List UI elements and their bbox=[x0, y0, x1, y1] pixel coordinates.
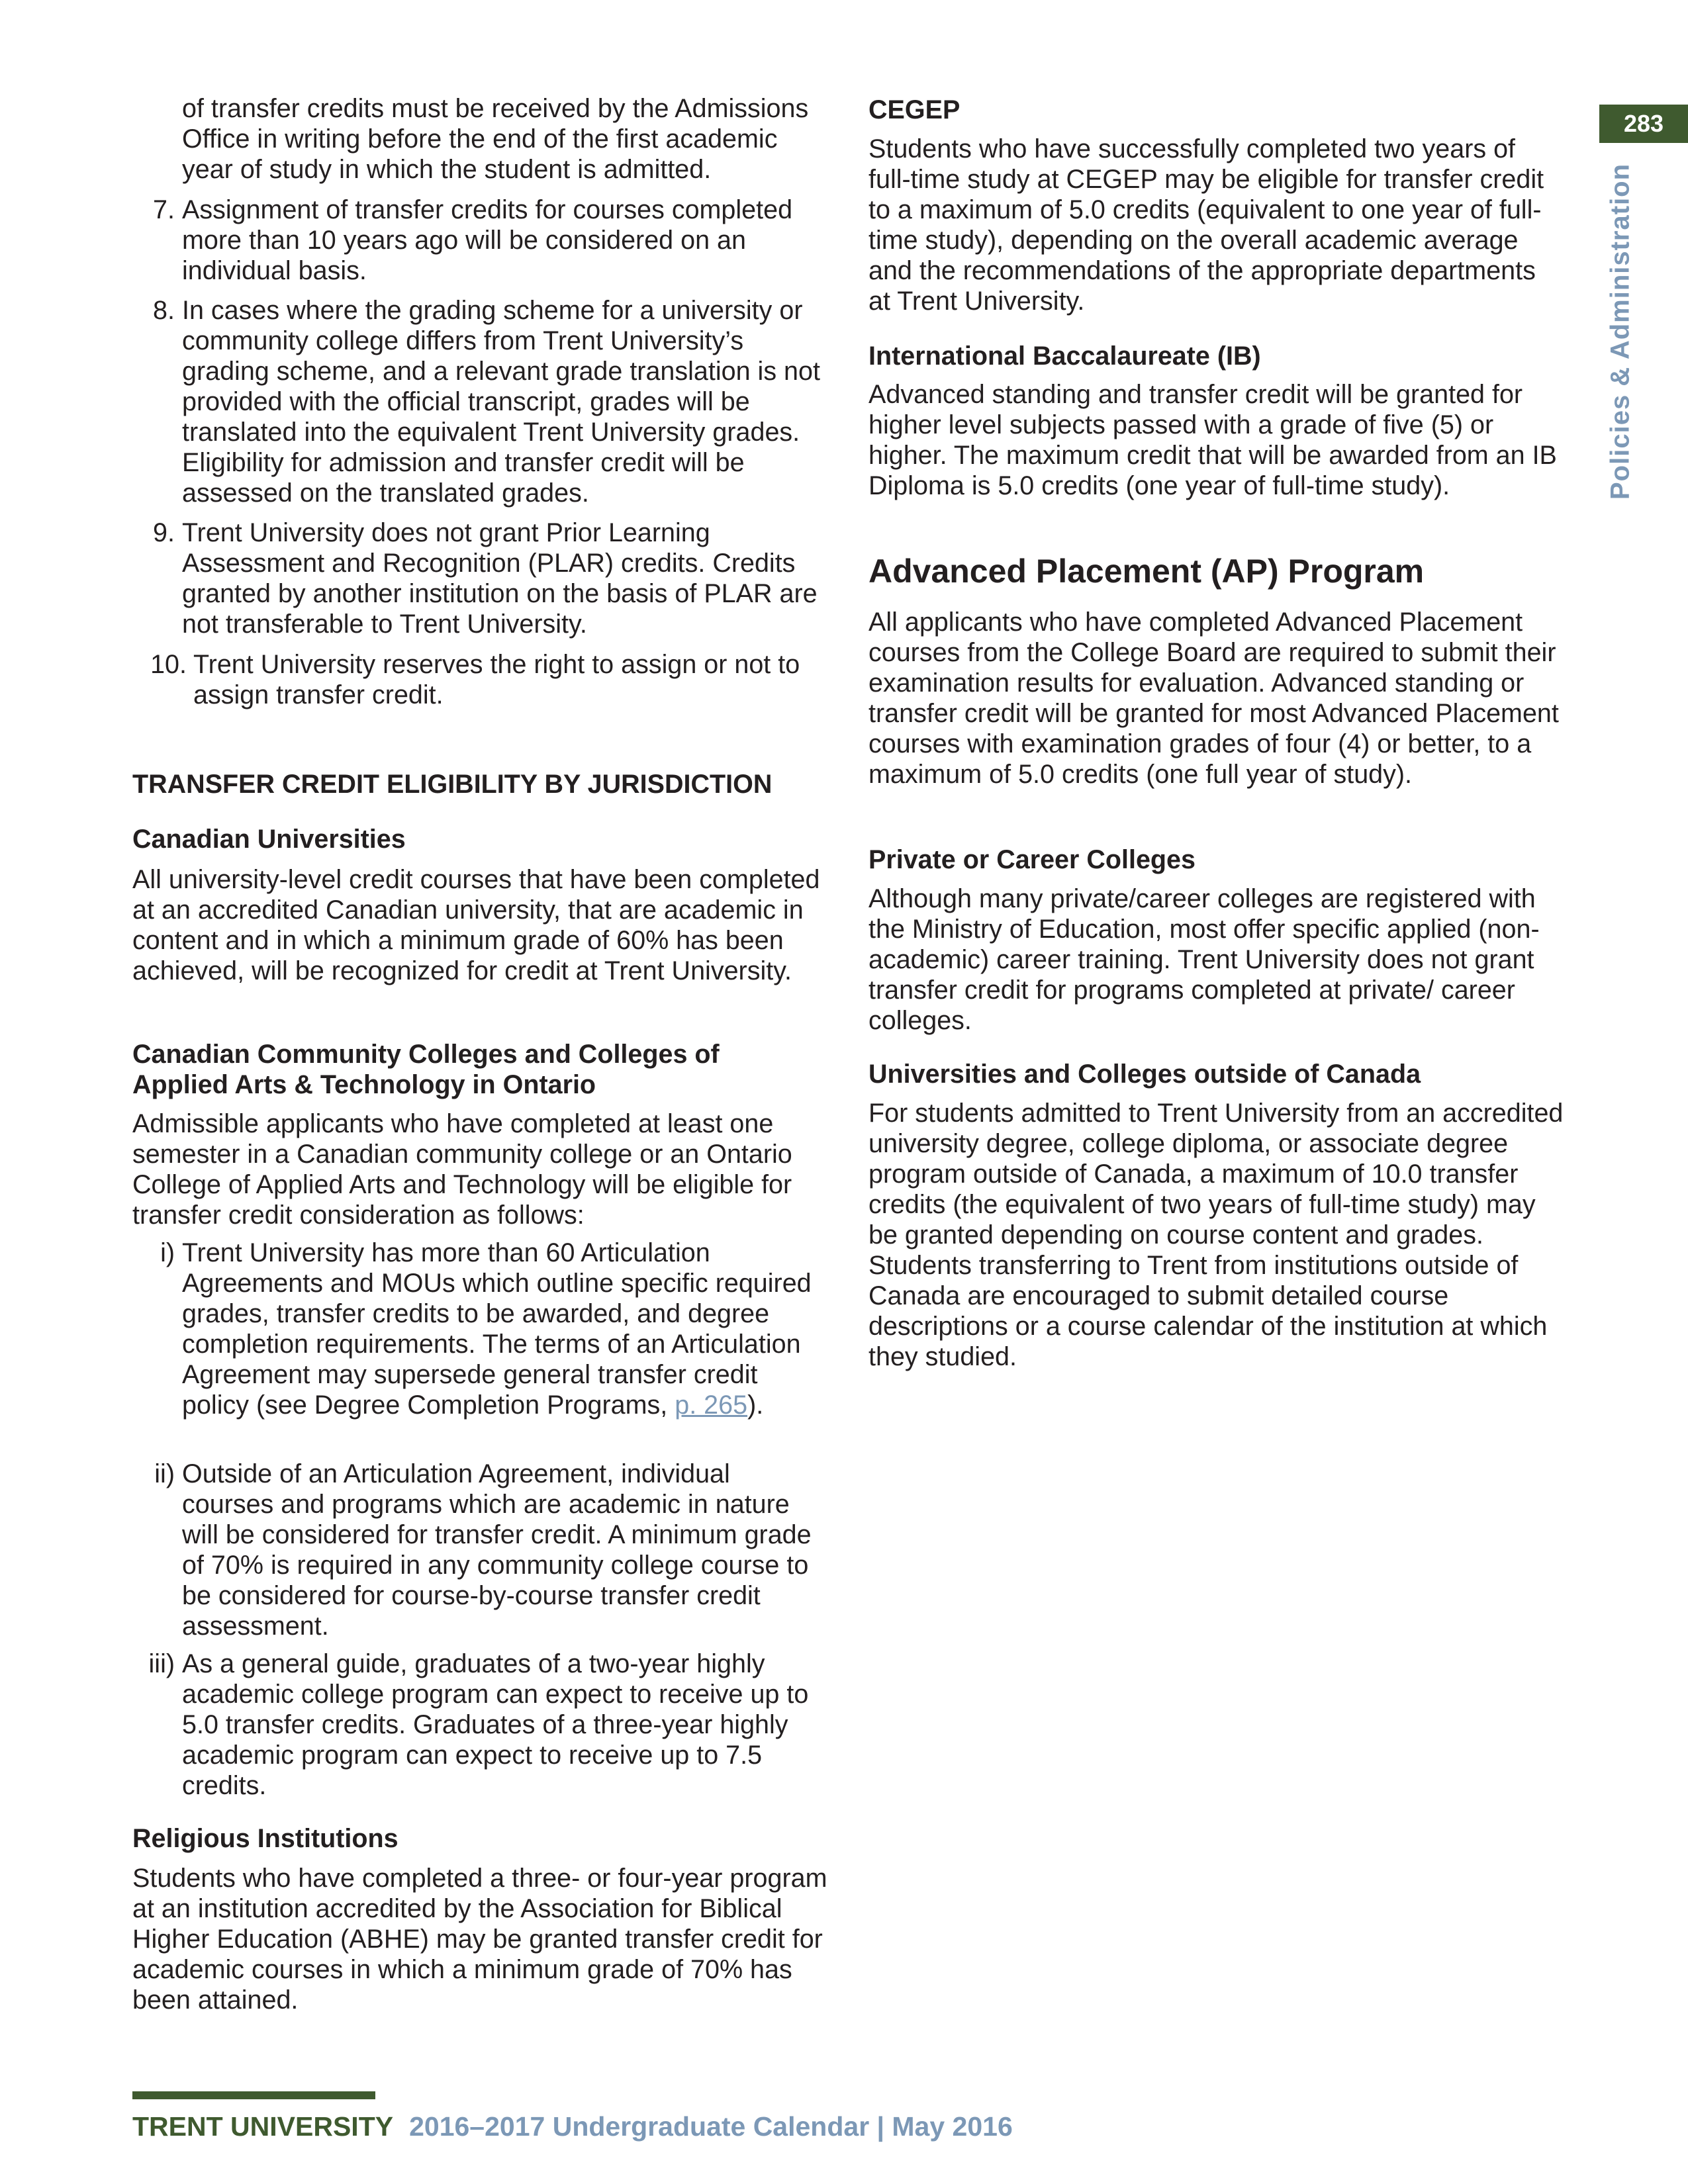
canadian-universities-heading: Canadian Universities bbox=[132, 825, 406, 854]
religious-institutions-heading: Religious Institutions bbox=[132, 1824, 399, 1853]
page-265-link[interactable]: p. 265 bbox=[675, 1390, 748, 1420]
side-label-text: Policies & Administration bbox=[1605, 163, 1635, 500]
ib-text: Advanced standing and transfer credit will be granted for higher level subjects passed with a grade of five (5) or higher. The maximum credit that will be awarded from an IB Diploma is 5.0 credits (one year of full-time study). bbox=[868, 380, 1557, 500]
footer-rule bbox=[132, 2091, 375, 2099]
community-colleges-heading: Canadian Community Colleges and Colleges of Applied Arts & Technology in Ontario bbox=[132, 1040, 720, 1099]
ap-heading: Advanced Placement (AP) Program bbox=[868, 553, 1425, 590]
list-text: Outside of an Articulation Agreement, individual courses and programs which are academic in nature will be considered for transfer credit. A minimum grade of 70% is required in any community college course to be considered for course-by-course transfer credit assessment. bbox=[182, 1459, 812, 1641]
list-number: 7. bbox=[153, 195, 175, 224]
page-number-tab: 283 bbox=[1599, 105, 1688, 143]
community-colleges-text: Admissible applicants who have completed at least one semester in a Canadian community college or an Ontario College of Applied Arts and Technology will be eligible for transfer credit consideration as follows: bbox=[132, 1109, 792, 1230]
continued-paragraph bbox=[182, 93, 827, 185]
list-number: iii) bbox=[148, 1649, 175, 1678]
section-side-label bbox=[1599, 163, 1642, 500]
outside-canada-text: For students admitted to Trent University from an accredited university degree, college diploma, or associate degree program outside of Canada, a maximum of 10.0 transfer credits (the equivalent of two years of full-time study) may be granted depending on course content and grades. Students transferring to Trent from institutions outside of Canada are encouraged to submit detailed course descriptions or a course calendar of the institution at which they studied. bbox=[868, 1099, 1564, 1371]
list-number: i) bbox=[160, 1238, 175, 1267]
footer-brand: TRENT UNIVERSITY bbox=[132, 2111, 394, 2142]
private-colleges-heading: Private or Career Colleges bbox=[868, 845, 1196, 874]
list-text: Assignment of transfer credits for courses completed more than 10 years ago will be considered on an individual basis. bbox=[182, 195, 793, 285]
list-text bbox=[182, 1238, 827, 1420]
list-text: Trent University does not grant Prior Learning Assessment and Recognition (PLAR) credits. Credits granted by another institution on the basis of PLAR are not transferable to Trent University. bbox=[182, 518, 818, 639]
list-text-main: Trent University has more than 60 Articulation Agreements and MOUs which outline specific required grades, transfer credits to be awarded, and degree completion requirements. The terms of an Articulation Agreement may supersede general transfer credit policy (see Degree Completion Programs, bbox=[182, 1238, 812, 1420]
list-text: In cases where the grading scheme for a university or community college differs from Trent University’s grading scheme, and a relevant grade translation is not provided with the official transcript, grades will be translated into the equivalent Trent University grades. Eligibility for admission and transfer credit will be assessed on the translated grades. bbox=[182, 296, 820, 508]
ib-heading: International Baccalaureate (IB) bbox=[868, 341, 1261, 371]
list-text: As a general guide, graduates of a two-year highly academic college program can expect to receive up to 5.0 transfer credits. Graduates of a three-year highly academic program can expect to receive up to 7.5 credits. bbox=[182, 1649, 809, 1800]
footer-calendar: 2016–2017 Undergraduate Calendar | May 2016 bbox=[409, 2111, 1013, 2142]
outside-canada-heading: Universities and Colleges outside of Canada bbox=[868, 1060, 1421, 1089]
footer bbox=[132, 2110, 1013, 2143]
religious-institutions-text: Students who have completed a three- or four-year program at an institution accredited by the Association for Biblical Higher Education (ABHE) may be granted transfer credit for academic courses in which a minimum grade of 70% has been attained. bbox=[132, 1864, 827, 2015]
list-text-after: ). bbox=[747, 1390, 764, 1420]
list-number: 10. bbox=[150, 650, 187, 679]
section-heading: TRANSFER CREDIT ELIGIBILITY BY JURISDICTION bbox=[132, 770, 773, 799]
private-colleges-text: Although many private/career colleges are registered with the Ministry of Education, most offer specific applied (non-academic) career training. Trent University does not grant transfer credit for programs completed at private/ career colleges. bbox=[868, 884, 1540, 1035]
list-number: 8. bbox=[153, 296, 175, 325]
list-number: ii) bbox=[154, 1459, 175, 1488]
ap-text: All applicants who have completed Advanced Placement courses from the College Board are required to submit their examination results for evaluation. Advanced standing or transfer credit will be granted for most Advanced Placement courses with examination grades of four (4) or better, to a maximum of 5.0 credits (one full year of study). bbox=[868, 608, 1559, 789]
continued-text: of transfer credits must be received by the Admissions Office in writing before the end of the first academic year of study in which the student is admitted. bbox=[182, 94, 809, 184]
cegep-heading: CEGEP bbox=[868, 95, 961, 124]
canadian-universities-text: All university-level credit courses that have been completed at an accredited Canadian university, that are academic in content and in which a minimum grade of 60% has been achieved, will be recognized for credit at Trent University. bbox=[132, 865, 820, 985]
list-text: Trent University reserves the right to assign or not to assign transfer credit. bbox=[193, 650, 800, 709]
cegep-text: Students who have successfully completed two years of full-time study at CEGEP may be eligible for transfer credit to a maximum of 5.0 credits (equivalent to one year of full-time study), depending on the overall academic average and the recommendations of the appropriate departments at Trent University. bbox=[868, 134, 1544, 316]
list-number: 9. bbox=[153, 518, 175, 547]
